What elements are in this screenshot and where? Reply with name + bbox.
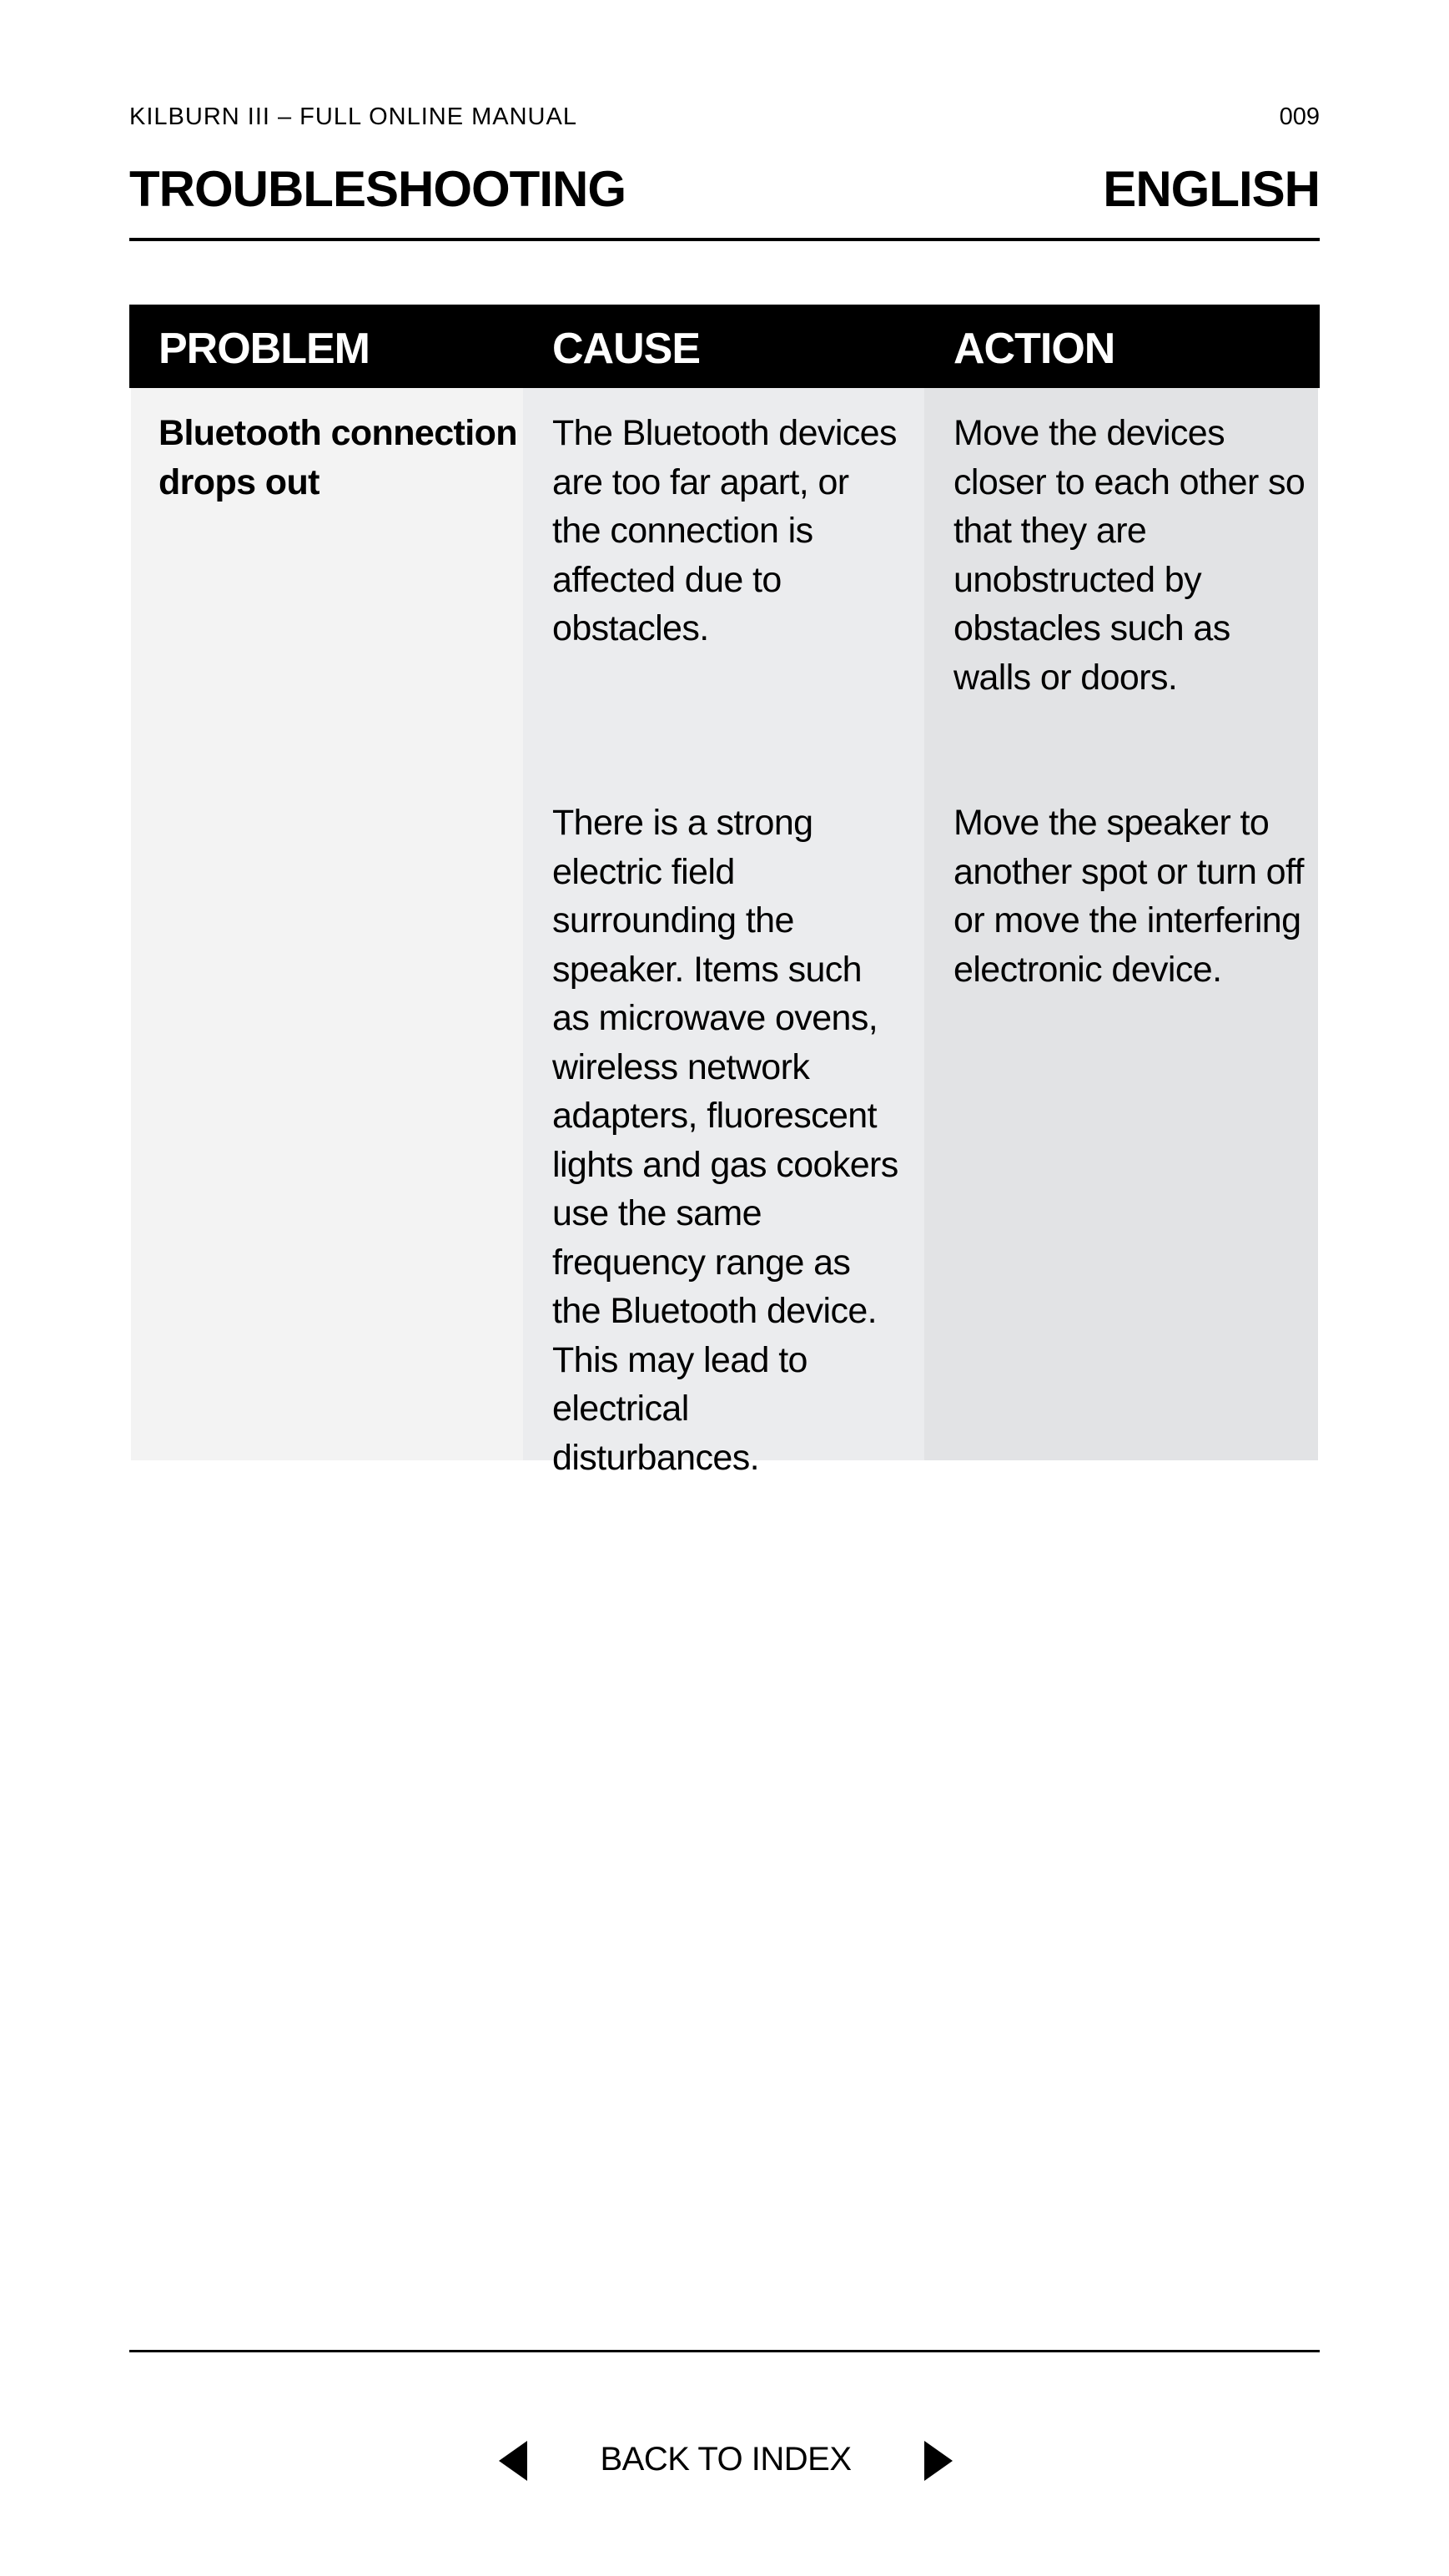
section-title: TROUBLESHOOTING — [129, 161, 626, 217]
troubleshooting-table — [129, 305, 1320, 1478]
footer-divider — [129, 2350, 1320, 2352]
cause-cell: There is a strong electric field surrounding the speaker. Items such as microwave ovens, wireless network adapters, fluorescent lights and gas cookers use the same frequency range as the Bluetooth device. This may lead to electrical disturbances. — [552, 803, 898, 1478]
column-header-problem: PROBLEM — [158, 325, 370, 373]
manual-title: KILBURN III – FULL ONLINE MANUAL — [129, 103, 577, 130]
column-header-action: ACTION — [953, 325, 1115, 373]
action-cell: Move the speaker to another spot or turn off or move the interfering electronic device. — [953, 803, 1304, 990]
triangle-right-icon[interactable] — [924, 2441, 953, 2481]
back-to-index-link[interactable]: BACK TO INDEX — [600, 2441, 852, 2478]
cause-cell: The Bluetooth devices are too far apart, or the connection is affected due to obstacles. — [552, 413, 897, 648]
column-header-cause: CAUSE — [552, 325, 701, 373]
table-header-row — [129, 305, 1320, 388]
triangle-left-icon[interactable] — [499, 2441, 527, 2481]
page-number: 009 — [1279, 103, 1320, 130]
problem-column-background — [131, 388, 523, 1460]
header-divider — [129, 238, 1320, 241]
problem-cell: Bluetooth connection drops out — [158, 413, 517, 502]
language-label: ENGLISH — [1103, 161, 1320, 217]
action-cell: Move the devices closer to each other so that they are unobstructed by obstacles such as walls or doors. — [953, 413, 1306, 698]
